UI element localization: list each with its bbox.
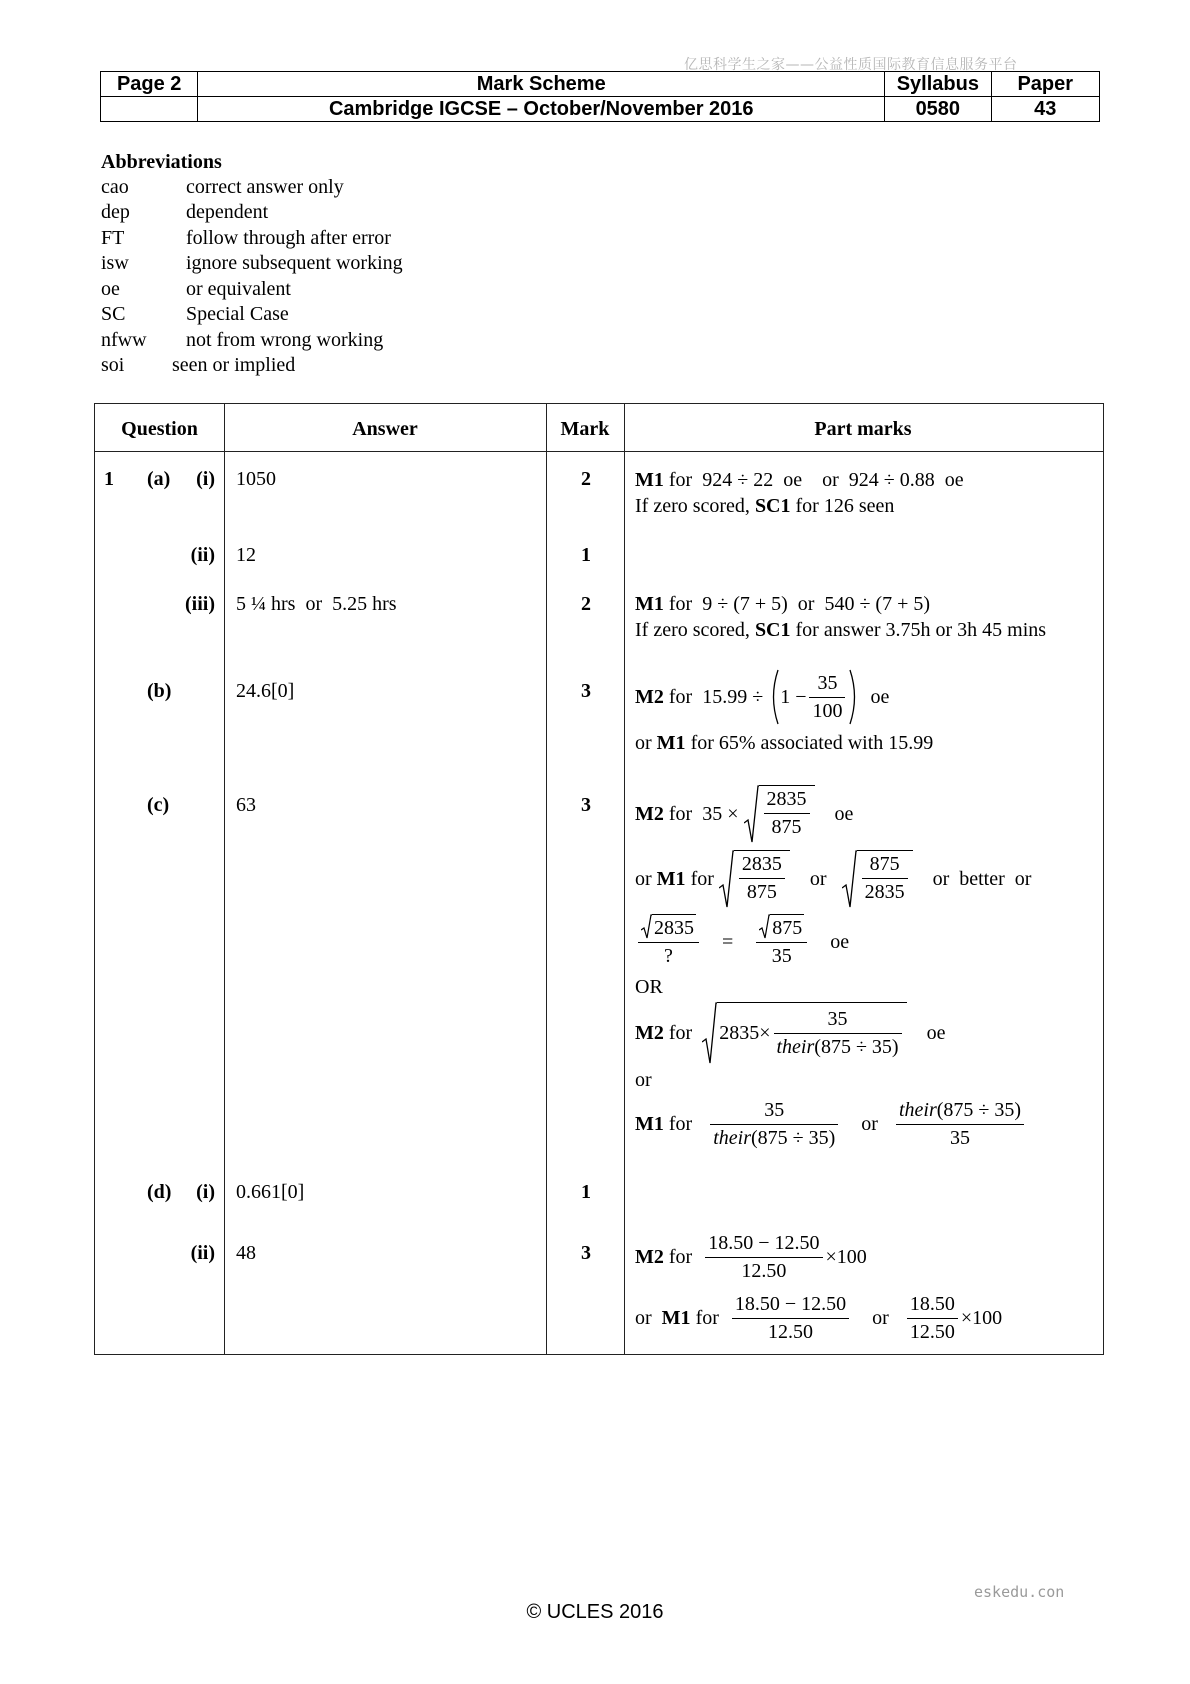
radicand bbox=[734, 850, 790, 906]
mark: 3 bbox=[581, 1242, 591, 1264]
column-header-answer: Answer bbox=[352, 418, 418, 440]
part-marks-text: oe bbox=[860, 685, 890, 708]
part-marks-text: for answer 3.75h or 3h 45 mins bbox=[790, 619, 1047, 641]
mark: 3 bbox=[581, 794, 591, 816]
table-row bbox=[95, 592, 1103, 616]
square-root bbox=[842, 850, 913, 908]
mark-scheme-table bbox=[94, 403, 1104, 1355]
numerator: 35 bbox=[710, 1097, 838, 1125]
denominator bbox=[710, 1125, 838, 1152]
empty-cell bbox=[101, 97, 198, 122]
fraction bbox=[809, 670, 845, 725]
part-marks-formula-line bbox=[635, 1226, 867, 1288]
equals-sign: = bbox=[702, 930, 754, 953]
mark: 2 bbox=[581, 468, 591, 490]
abbreviation: isw bbox=[101, 252, 129, 274]
abbreviation: dep bbox=[101, 201, 130, 223]
question-part: (b) bbox=[147, 680, 172, 702]
answer: 0.661[0] bbox=[236, 1181, 305, 1203]
method-mark: M1 bbox=[635, 469, 664, 491]
right-parenthesis-icon bbox=[848, 668, 860, 726]
answer: 48 bbox=[236, 1242, 256, 1264]
abbreviation-item bbox=[101, 175, 501, 199]
column-header-part-marks: Part marks bbox=[814, 418, 912, 440]
square-root bbox=[719, 850, 790, 908]
fraction bbox=[907, 1291, 958, 1346]
numerator bbox=[896, 1097, 1024, 1125]
numerator: 35 bbox=[809, 670, 845, 698]
formula-text: (875 ÷ 35) bbox=[936, 1098, 1022, 1121]
fraction bbox=[774, 1006, 902, 1061]
abbreviation: SC bbox=[101, 303, 126, 325]
numerator bbox=[756, 915, 807, 943]
denominator: 875 bbox=[771, 816, 802, 838]
radicand bbox=[857, 850, 913, 906]
mark: 3 bbox=[581, 680, 591, 702]
part-marks-formula-line bbox=[635, 782, 853, 846]
formula-text: ×100 bbox=[960, 1306, 1003, 1329]
part-marks-text: for 15.99 ÷ bbox=[663, 685, 769, 708]
part-marks-text: or bbox=[789, 867, 842, 890]
copyright-footer: © UCLES 2016 bbox=[526, 1601, 664, 1623]
table-row bbox=[95, 793, 1103, 817]
part-marks-formula-line bbox=[635, 1000, 945, 1066]
part-marks-line bbox=[635, 618, 1046, 642]
answer: 63 bbox=[236, 794, 256, 816]
square-root bbox=[702, 1002, 906, 1064]
abbreviation-meaning: ignore subsequent working bbox=[186, 252, 403, 274]
question-part: (c) bbox=[147, 794, 170, 816]
denominator: ? bbox=[664, 944, 673, 967]
abbreviation-item bbox=[101, 226, 501, 250]
site-watermark: eskedu.con bbox=[974, 1583, 1065, 1601]
their-label: their bbox=[898, 1098, 937, 1121]
part-marks-line bbox=[635, 494, 894, 518]
method-mark: M1 bbox=[656, 732, 686, 754]
part-marks-formula-line bbox=[635, 1092, 1027, 1156]
abbreviation-item bbox=[101, 302, 501, 326]
table-row bbox=[95, 543, 1103, 567]
part-marks-line bbox=[635, 592, 930, 616]
part-marks-text: or bbox=[635, 1069, 652, 1091]
header-divider bbox=[95, 451, 1103, 452]
square-root bbox=[759, 914, 804, 942]
denominator: 100 bbox=[812, 699, 843, 722]
abbreviation-meaning: follow through after error bbox=[186, 227, 391, 249]
paper-label: Paper bbox=[991, 72, 1099, 97]
part-marks-text: or bbox=[635, 1306, 662, 1329]
radical-sign-icon bbox=[702, 1002, 717, 1064]
abbreviation-item bbox=[101, 328, 501, 352]
abbreviation-meaning: seen or implied bbox=[172, 354, 296, 376]
abbreviations-heading: Abbreviations bbox=[101, 151, 222, 173]
part-marks-line bbox=[635, 1068, 652, 1092]
numerator bbox=[638, 915, 699, 943]
numerator: 2835 bbox=[764, 786, 810, 814]
mark: 1 bbox=[581, 544, 591, 566]
part-marks-formula-line bbox=[635, 667, 889, 727]
part-marks-line bbox=[635, 731, 933, 755]
fraction bbox=[739, 851, 785, 906]
part-marks-text: for 65% associated with 15.99 bbox=[685, 732, 934, 754]
formula-text: 1 − bbox=[780, 685, 807, 708]
question-subpart: (i) bbox=[196, 468, 215, 490]
part-marks-text: or bbox=[852, 1306, 904, 1329]
radicand: 2835 bbox=[652, 914, 696, 942]
watermark-text: 亿思科学生之家——公益性质国际教育信息服务平台 bbox=[684, 57, 1018, 73]
method-mark: M2 bbox=[635, 802, 664, 825]
abbreviation-meaning: dependent bbox=[186, 201, 269, 223]
table-row bbox=[95, 1180, 1103, 1204]
answer: 5 ¼ hrs or 5.25 hrs bbox=[236, 593, 397, 615]
fraction bbox=[862, 851, 908, 906]
abbreviation-item bbox=[101, 277, 501, 301]
formula-text: (875 ÷ 35) bbox=[814, 1035, 899, 1058]
numerator: 18.50 − 12.50 bbox=[732, 1291, 849, 1319]
fraction bbox=[756, 915, 807, 970]
part-marks-text: If zero scored, bbox=[635, 495, 755, 517]
square-root bbox=[744, 785, 815, 843]
abbreviation-item bbox=[101, 251, 501, 275]
radical-sign-icon bbox=[842, 850, 857, 908]
special-case-mark: SC1 bbox=[754, 495, 791, 517]
question-subpart: (ii) bbox=[190, 1242, 215, 1264]
part-marks-text: OR bbox=[635, 976, 663, 998]
part-marks-formula-line bbox=[635, 1288, 1002, 1348]
question-part: (d) bbox=[147, 1181, 172, 1203]
numerator: 2835 bbox=[739, 851, 785, 879]
syllabus-code: 0580 bbox=[885, 97, 991, 122]
square-root bbox=[641, 914, 696, 942]
question-part: (a) bbox=[147, 468, 171, 490]
abbreviation: nfww bbox=[101, 329, 147, 351]
document-title: Mark Scheme bbox=[198, 72, 885, 97]
answer: 1050 bbox=[236, 468, 276, 490]
denominator: 12.50 bbox=[909, 1320, 955, 1343]
part-marks-text: or bbox=[841, 1112, 893, 1135]
radical-sign-icon bbox=[641, 914, 652, 939]
abbreviation: soi bbox=[101, 354, 125, 376]
fraction bbox=[705, 1230, 822, 1285]
fraction bbox=[710, 1097, 838, 1152]
part-marks-formula-line bbox=[635, 912, 849, 972]
answer: 24.6[0] bbox=[236, 680, 295, 702]
part-marks-text: for bbox=[663, 1245, 703, 1268]
radical-sign-icon bbox=[719, 850, 734, 908]
part-marks-text: or bbox=[635, 867, 657, 890]
part-marks-text: oe bbox=[906, 1021, 946, 1044]
question-subpart: (i) bbox=[196, 1181, 215, 1203]
method-mark: M1 bbox=[661, 1306, 691, 1329]
their-label: their bbox=[713, 1126, 751, 1149]
method-mark: M2 bbox=[635, 1245, 664, 1268]
radical-sign-icon bbox=[759, 914, 770, 939]
part-marks-text: for 126 seen bbox=[790, 495, 895, 517]
column-header-question: Question bbox=[121, 418, 198, 440]
numerator: 35 bbox=[774, 1006, 902, 1034]
abbreviation-meaning: Special Case bbox=[186, 303, 289, 325]
mark: 1 bbox=[581, 1181, 591, 1203]
method-mark: M1 bbox=[635, 593, 664, 615]
denominator: 12.50 bbox=[768, 1320, 814, 1343]
page-header-table bbox=[100, 71, 1100, 122]
special-case-mark: SC1 bbox=[754, 619, 791, 641]
part-marks-text: for bbox=[663, 1021, 703, 1044]
table-row bbox=[95, 1241, 1103, 1265]
numerator: 18.50 bbox=[907, 1291, 958, 1319]
abbreviation-meaning: or equivalent bbox=[186, 278, 291, 300]
method-mark: M2 bbox=[635, 685, 664, 708]
abbreviation-meaning: correct answer only bbox=[186, 176, 344, 198]
abbreviation-item bbox=[101, 353, 501, 377]
left-parenthesis-icon bbox=[768, 668, 780, 726]
page-number: Page 2 bbox=[101, 72, 198, 97]
abbreviation: cao bbox=[101, 176, 129, 198]
part-marks-text: If zero scored, bbox=[635, 619, 755, 641]
denominator bbox=[774, 1034, 902, 1061]
method-mark: M2 bbox=[635, 1021, 664, 1044]
column-header-mark: Mark bbox=[560, 418, 610, 440]
part-marks-text: for 9 ÷ (7 + 5) or 540 ÷ (7 + 5) bbox=[663, 593, 931, 615]
their-label: their bbox=[776, 1035, 815, 1058]
radicand bbox=[717, 1002, 906, 1063]
radicand bbox=[759, 785, 815, 841]
part-marks-text: for bbox=[685, 867, 719, 890]
formula-text: ×100 bbox=[825, 1245, 867, 1268]
part-marks-text: oe bbox=[810, 930, 850, 953]
part-marks-text: for 924 ÷ 22 oe or 924 ÷ 0.88 oe bbox=[663, 469, 964, 491]
document-subtitle: Cambridge IGCSE – October/November 2016 bbox=[198, 97, 885, 122]
fraction bbox=[764, 786, 810, 841]
abbreviation-meaning: not from wrong working bbox=[186, 329, 384, 351]
method-mark: M1 bbox=[635, 1112, 664, 1135]
formula-text: (875 ÷ 35) bbox=[751, 1126, 836, 1149]
denominator: 35 bbox=[950, 1126, 970, 1149]
syllabus-label: Syllabus bbox=[885, 72, 991, 97]
abbreviation: FT bbox=[101, 227, 125, 249]
part-marks-formula-line bbox=[635, 847, 1031, 911]
fraction bbox=[732, 1291, 849, 1346]
part-marks-text: for bbox=[663, 1112, 708, 1135]
part-marks-text: for bbox=[690, 1306, 729, 1329]
question-number: 1 bbox=[104, 468, 114, 490]
formula-text: 2835× bbox=[719, 1021, 771, 1044]
fraction bbox=[638, 915, 699, 970]
part-marks-text: oe bbox=[814, 802, 854, 825]
denominator: 875 bbox=[746, 881, 777, 903]
radical-sign-icon bbox=[744, 785, 759, 843]
question-subpart: (iii) bbox=[185, 593, 215, 615]
question-subpart: (ii) bbox=[190, 544, 215, 566]
part-marks-text: for 35 × bbox=[663, 802, 744, 825]
denominator: 2835 bbox=[864, 881, 905, 903]
denominator: 35 bbox=[771, 944, 792, 967]
fraction bbox=[896, 1097, 1024, 1152]
part-marks-text: or better or bbox=[912, 867, 1032, 890]
table-row bbox=[95, 679, 1103, 703]
denominator: 12.50 bbox=[741, 1259, 787, 1282]
radicand: 875 bbox=[770, 914, 804, 942]
part-marks-line bbox=[635, 975, 663, 999]
abbreviation-item bbox=[101, 200, 501, 224]
mark: 2 bbox=[581, 593, 591, 615]
part-marks-text: or bbox=[635, 732, 657, 754]
method-mark: M1 bbox=[656, 867, 686, 890]
answer: 12 bbox=[236, 544, 256, 566]
numerator: 18.50 − 12.50 bbox=[705, 1230, 822, 1258]
abbreviation: oe bbox=[101, 278, 120, 300]
part-marks-line bbox=[635, 468, 964, 492]
paper-number: 43 bbox=[991, 97, 1099, 122]
numerator: 875 bbox=[862, 851, 908, 879]
